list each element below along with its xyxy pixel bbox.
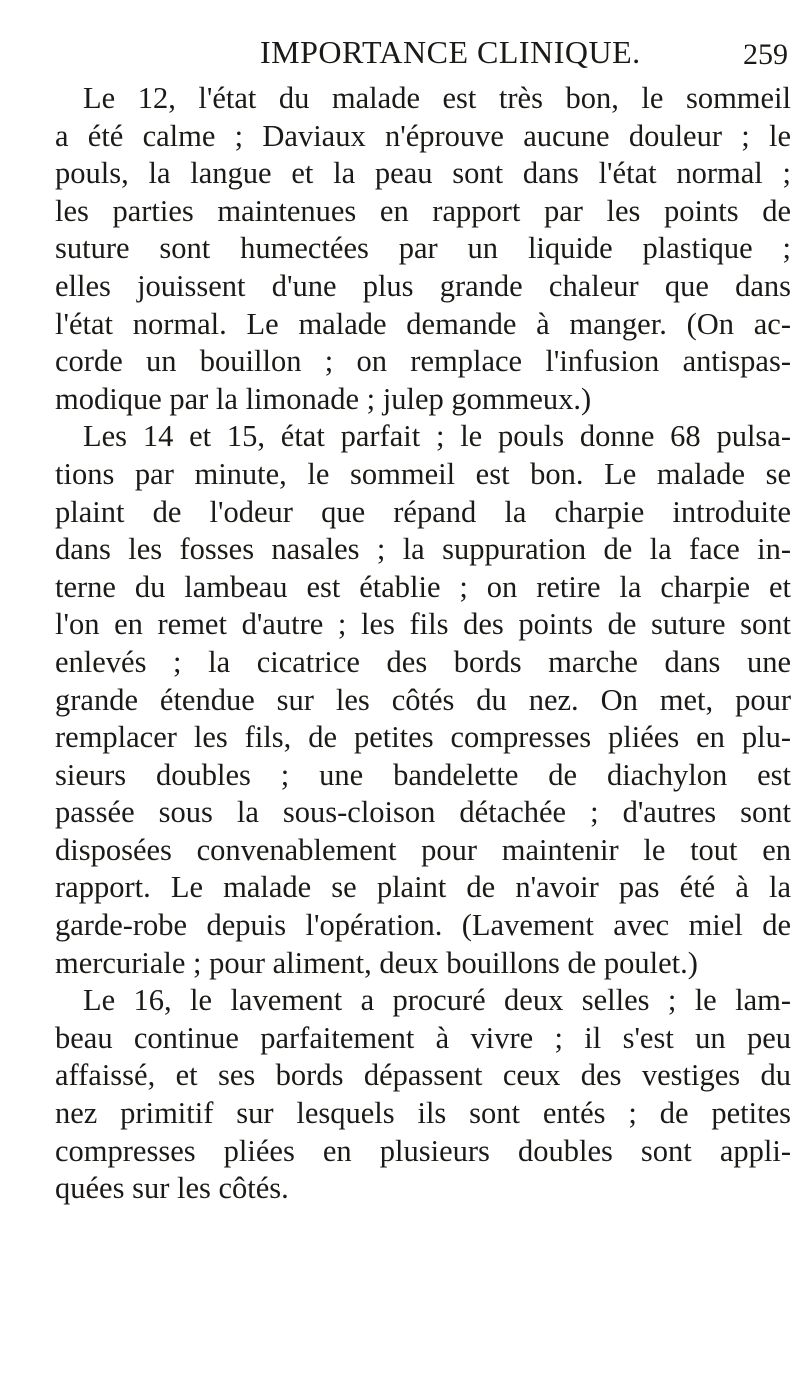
text-line: elles jouissent d'une plus grande chaleur que dans bbox=[55, 268, 791, 303]
text-line: enlevés ; la cicatrice des bords marche dans une bbox=[55, 644, 791, 679]
text-line: disposées convenablement pour maintenir le tout en bbox=[55, 832, 791, 867]
text-line: l'on en remet d'autre ; les fils des points de suture sont bbox=[55, 607, 791, 642]
text-line: remplacer les fils, de petites compresses pliées en plu- bbox=[55, 720, 791, 755]
text-line: Les 14 et 15, état parfait ; le pouls donne 68 pulsa- bbox=[83, 419, 791, 454]
text-line: tions par minute, le sommeil est bon. Le malade se bbox=[55, 456, 791, 491]
text-line: affaissé, et ses bords dépassent ceux des vestiges du bbox=[55, 1058, 791, 1093]
text-line: beau continue parfaitement à vivre ; il s'est un peu bbox=[55, 1020, 791, 1055]
running-title: IMPORTANCE CLINIQUE. bbox=[260, 34, 641, 70]
paragraph-1 bbox=[55, 80, 791, 418]
body-text bbox=[55, 80, 791, 1208]
text-line: garde-robe depuis l'opération. (Lavement avec miel de bbox=[55, 908, 791, 943]
text-line: corde un bouillon ; on remplace l'infusion antispas- bbox=[55, 344, 791, 379]
text-line: compresses pliées en plusieurs doubles sont appli- bbox=[55, 1133, 791, 1168]
paragraph-2 bbox=[55, 418, 791, 982]
page-number: 259 bbox=[743, 38, 788, 71]
text-line: l'état normal. Le malade demande à manger. (On ac- bbox=[55, 306, 791, 341]
text-line: pouls, la langue et la peau sont dans l'état normal ; bbox=[55, 156, 791, 191]
text-line: sieurs doubles ; une bandelette de diachylon est bbox=[55, 757, 791, 792]
text-line: Le 16, le lavement a procuré deux selles ; le lam- bbox=[83, 983, 791, 1018]
text-line: dans les fosses nasales ; la suppuration de la face in- bbox=[55, 532, 791, 567]
text-line: Le 12, l'état du malade est très bon, le sommeil bbox=[83, 81, 791, 115]
text-line: rapport. Le malade se plaint de n'avoir pas été à la bbox=[55, 870, 791, 905]
text-line: plaint de l'odeur que répand la charpie introduite bbox=[55, 494, 791, 529]
text-line: nez primitif sur lesquels ils sont entés ; de petites bbox=[55, 1096, 791, 1131]
paragraph-3 bbox=[55, 982, 791, 1208]
text-line: grande étendue sur les côtés du nez. On met, pour bbox=[55, 682, 791, 717]
text-line: les parties maintenues en rapport par les points de bbox=[55, 193, 791, 228]
text-line: quées sur les côtés. bbox=[55, 1171, 289, 1206]
text-line: suture sont humectées par un liquide plastique ; bbox=[55, 231, 791, 266]
text-line: passée sous la sous-cloison détachée ; d'autres sont bbox=[55, 795, 791, 830]
text-line: mercuriale ; pour aliment, deux bouillons de poulet.) bbox=[55, 945, 698, 980]
text-line: terne du lambeau est établie ; on retire la charpie et bbox=[55, 569, 791, 604]
text-line: a été calme ; Daviaux n'éprouve aucune douleur ; le bbox=[55, 118, 791, 153]
text-line: modique par la limonade ; julep gommeux.) bbox=[55, 381, 592, 416]
page-header bbox=[120, 34, 788, 74]
